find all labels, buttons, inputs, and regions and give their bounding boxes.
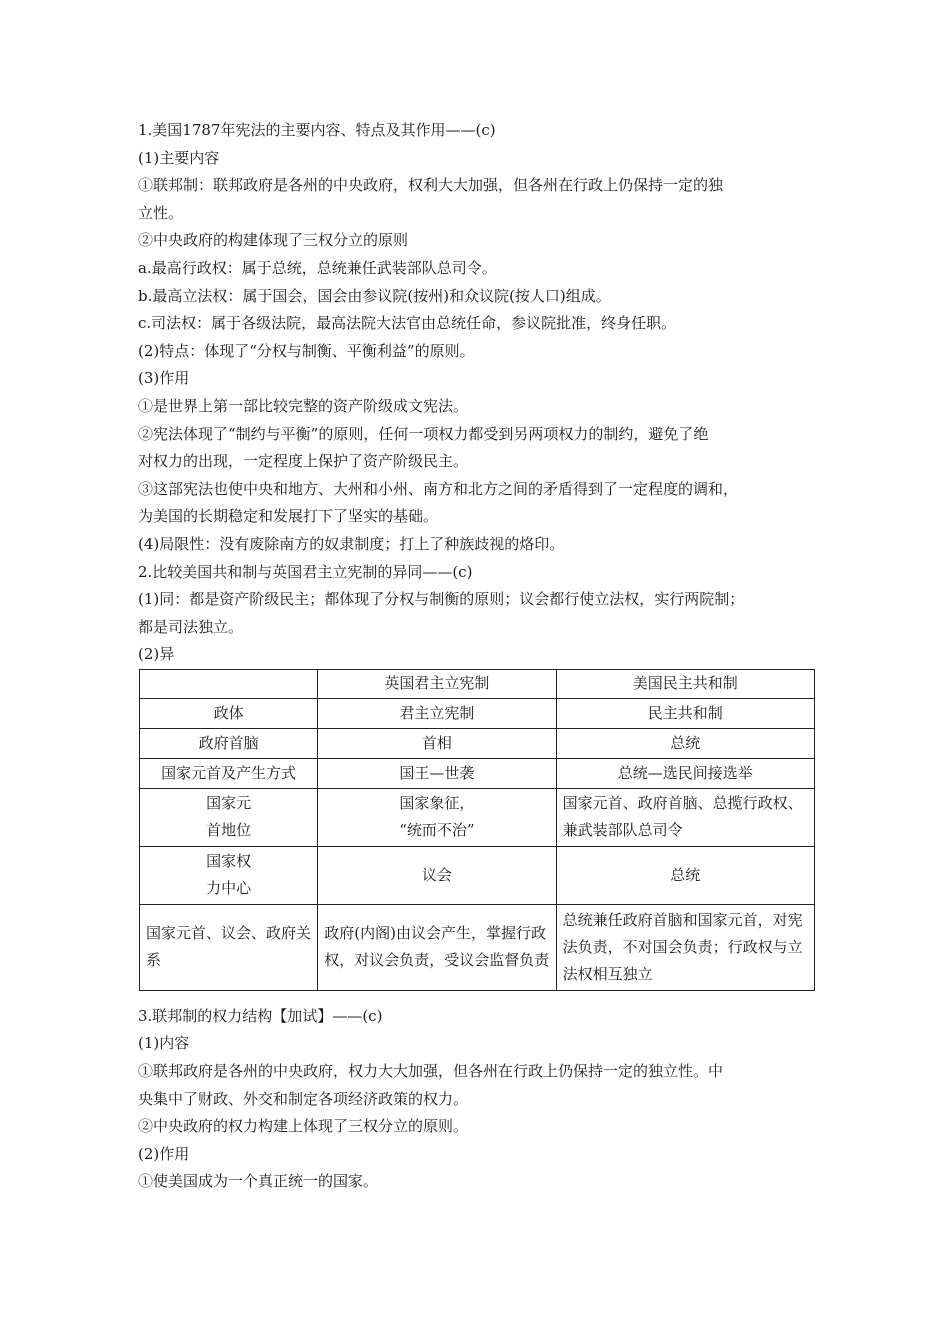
table-row [140, 788, 815, 846]
paragraph: (4)局限性：没有废除南方的奴隶制度；打上了种族歧视的烙印。 [138, 534, 565, 553]
table-cell: 总统 [556, 846, 814, 904]
table-cell: 政府首脑 [140, 728, 318, 758]
table-cell: 国家象征， “统而不治” [318, 788, 556, 846]
paragraph: 都是司法独立。 [138, 617, 244, 636]
paragraph: b.最高立法权：属于国会，国会由参议院(按州)和众议院(按人口)组成。 [138, 286, 611, 305]
table-row [140, 758, 815, 788]
table-cell: 首相 [318, 728, 556, 758]
section-1-heading: 1.美国1787年宪法的主要内容、特点及其作用——(c) [138, 121, 496, 139]
table-header-cell: 英国君主立宪制 [318, 669, 556, 698]
paragraph: ②中央政府的构建体现了三权分立的原则 [138, 231, 409, 250]
table-cell: 国家权 力中心 [140, 846, 318, 904]
table-row [140, 904, 815, 990]
table-cell: 总统兼任政府首脑和国家元首，对宪法负责，不对国会负责；行政权与立法权相互独立 [556, 904, 814, 990]
paragraph: (1)内容 [138, 1034, 190, 1053]
document-page [138, 117, 818, 1196]
paragraph: 为美国的长期稳定和发展打下了坚实的基础。 [138, 507, 439, 526]
paragraph: (3)作用 [138, 369, 190, 388]
table-row [140, 698, 815, 728]
paragraph: ①联邦制：联邦政府是各州的中央政府，权利大大加强，但各州在行政上仍保持一定的独 [138, 176, 724, 195]
paragraph: c.司法权：属于各级法院，最高法院大法官由总统任命，参议院批准，终身任职。 [138, 314, 677, 333]
section-2-heading: 2.比较美国共和制与英国君主立宪制的异同——(c) [138, 562, 473, 581]
table-row [140, 728, 815, 758]
table-cell: 总统 [556, 728, 814, 758]
spacer [138, 991, 818, 1003]
table-header-cell [140, 669, 318, 698]
table-cell: 总统—选民间接选举 [556, 758, 814, 788]
paragraph: (1)同：都是资产阶级民主；都体现了分权与制衡的原则；议会都行使立法权，实行两院制； [138, 590, 745, 609]
paragraph: ②中央政府的权力构建上体现了三权分立的原则。 [138, 1117, 469, 1136]
table-header-row [140, 669, 815, 698]
table-row [140, 846, 815, 904]
table-cell: 国家元首、议会、政府关系 [140, 904, 318, 990]
table-cell: 议会 [318, 846, 556, 904]
paragraph: ②宪法体现了“制约与平衡”的原则，任何一项权力都受到另两项权力的制约，避免了绝 [138, 424, 709, 443]
paragraph: 对权力的出现，一定程度上保护了资产阶级民主。 [138, 452, 469, 471]
table-header-cell: 美国民主共和制 [556, 669, 814, 698]
paragraph: ①联邦政府是各州的中央政府，权力大大加强，但各州在行政上仍保持一定的独立性。中 [138, 1062, 724, 1081]
paragraph: 央集中了财政、外交和制定各项经济政策的权力。 [138, 1089, 469, 1108]
paragraph: a.最高行政权：属于总统，总统兼任武装部队总司令。 [138, 258, 497, 277]
table-cell: 政府(内阁)由议会产生，掌握行政权，对议会负责，受议会监督负责 [318, 904, 556, 990]
paragraph: (2)异 [138, 645, 175, 664]
table-cell: 民主共和制 [556, 698, 814, 728]
paragraph: ①使美国成为一个真正统一的国家。 [138, 1172, 379, 1191]
paragraph: (2)作用 [138, 1144, 190, 1163]
paragraph: 立性。 [138, 203, 184, 222]
table-cell: 国家元首及产生方式 [140, 758, 318, 788]
table-cell: 君主立宪制 [318, 698, 556, 728]
table-cell: 政体 [140, 698, 318, 728]
paragraph: (2)特点：体现了“分权与制衡、平衡利益”的原则。 [138, 341, 475, 360]
section-3-heading: 3.联邦制的权力结构【加试】——(c) [138, 1006, 383, 1025]
comparison-table [139, 669, 815, 991]
paragraph: (1)主要内容 [138, 148, 220, 167]
table-cell: 国王—世袭 [318, 758, 556, 788]
paragraph: ③这部宪法也使中央和地方、大州和小州、南方和北方之间的矛盾得到了一定程度的调和， [138, 479, 739, 498]
table-cell: 国家元首、政府首脑、总揽行政权、兼武装部队总司令 [556, 788, 814, 846]
table-cell: 国家元 首地位 [140, 788, 318, 846]
paragraph: ①是世界上第一部比较完整的资产阶级成文宪法。 [138, 396, 469, 415]
